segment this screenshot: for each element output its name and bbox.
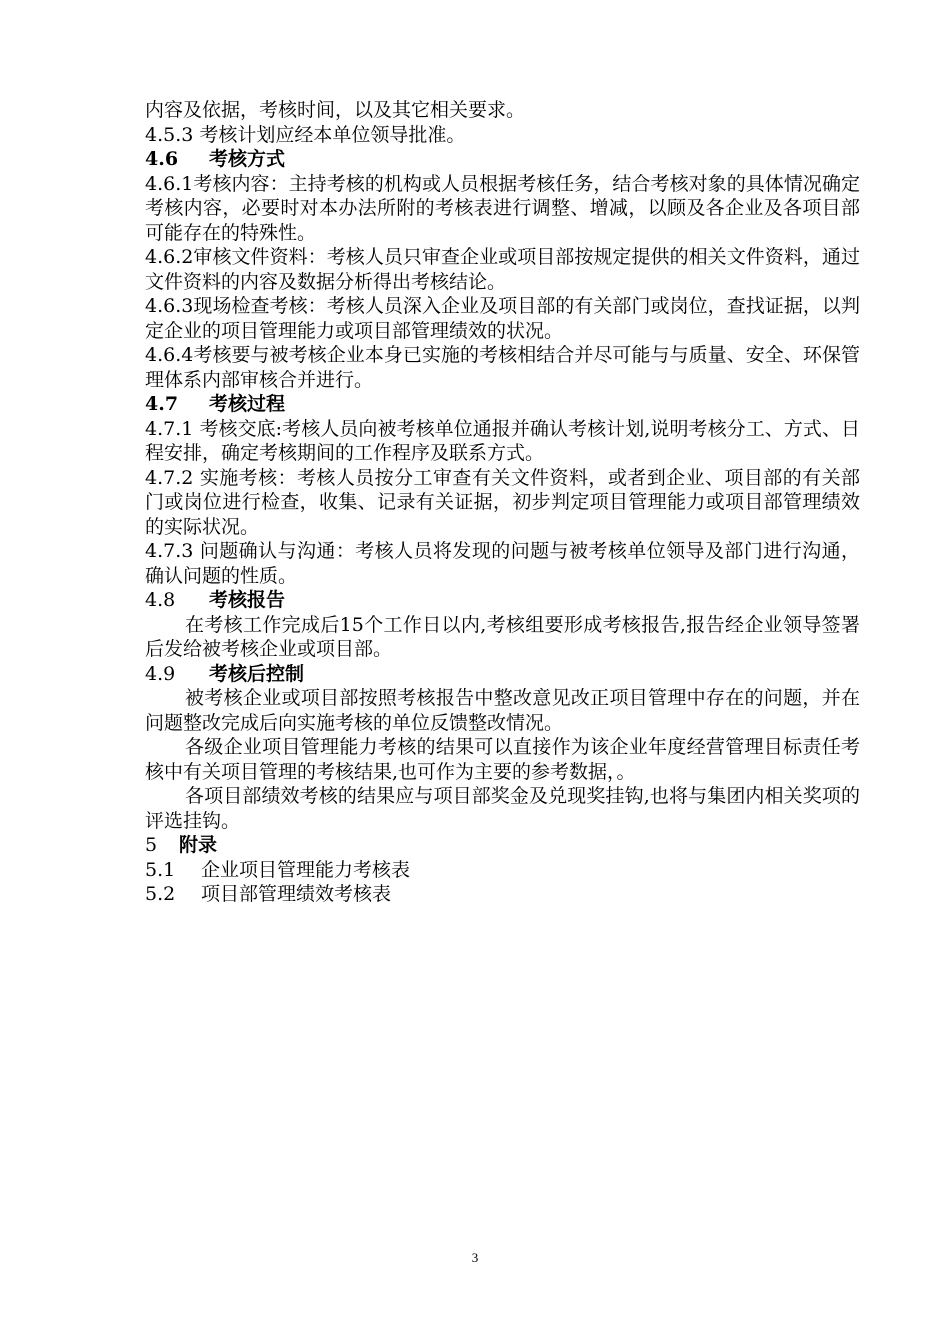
section-number: 4.7 (145, 393, 179, 415)
paragraph-4-9-a: 被考核企业或项目部按照考核报告中整改意见改正项目管理中存在的问题，并在问题整改完成后向实施考核的单位反馈整改情况。 (145, 687, 860, 734)
clause-4-7-3: 4.7.3 问题确认与沟通：考核人员将发现的问题与被考核单位领导及部门进行沟通，确认问题的性质。 (145, 540, 860, 587)
section-title: 考核方式 (209, 148, 286, 170)
section-number: 4.9 (145, 662, 176, 685)
appendix-item-5-2 (145, 882, 860, 907)
appendix-title: 项目部管理绩效考核表 (201, 883, 392, 905)
appendix-number: 5.1 (145, 858, 176, 881)
clause-4-6-1: 4.6.1考核内容：主持考核的机构或人员根据考核任务，结合考核对象的具体情况确定考核内容，必要时对本办法所附的考核表进行调整、增减，以顾及各企业及各项目部可能存在的特殊性。 (145, 172, 860, 244)
section-number: 4.6 (145, 148, 179, 170)
section-heading-5 (145, 833, 860, 858)
appendix-title: 企业项目管理能力考核表 (201, 858, 411, 881)
section-title: 考核后控制 (209, 662, 305, 685)
clause-4-5-3: 4.5.3 考核计划应经本单位领导批准。 (145, 123, 466, 146)
document-body (145, 98, 860, 907)
section-number: 5 (145, 834, 158, 856)
text-line: 内容及依据，考核时间，以及其它相关要求。 (145, 99, 526, 121)
section-heading-4-6 (145, 147, 860, 172)
section-number: 4.8 (145, 589, 176, 611)
section-title: 考核过程 (209, 393, 286, 415)
clause-4-7-2: 4.7.2 实施考核：考核人员按分工审查有关文件资料，或者到企业、项目部的有关部门或岗位进行检查，收集、记录有关证据，初步判定项目管理能力或项目部管理绩效的实际状况。 (145, 466, 860, 538)
paragraph-4-9-c: 各项目部绩效考核的结果应与项目部奖金及兑现奖挂钩,也将与集团内相关奖项的评选挂钩。 (145, 785, 860, 832)
section-title: 考核报告 (209, 589, 286, 611)
section-heading-4-7 (145, 392, 860, 417)
clause-4-6-4: 4.6.4考核要与被考核企业本身已实施的考核相结合并尽可能与与质量、安全、环保管理体系内部审核合并进行。 (145, 344, 860, 391)
section-heading-4-9 (145, 662, 860, 687)
paragraph-4-9-b: 各级企业项目管理能力考核的结果可以直接作为该企业年度经营管理目标责任考核中有关项目管理的考核结果,也可作为主要的参考数据，。 (145, 736, 860, 783)
section-heading-4-8 (145, 588, 860, 613)
clause-4-6-2: 4.6.2审核文件资料：考核人员只审查企业或项目部按规定提供的相关文件资料，通过文件资料的内容及数据分析得出考核结论。 (145, 246, 860, 293)
paragraph-4-8: 在考核工作完成后15个工作日以内,考核组要形成考核报告,报告经企业领导签署后发给被考核企业或项目部。 (145, 613, 860, 660)
clause-4-7-1: 4.7.1 考核交底:考核人员向被考核单位通报并确认考核计划,说明考核分工、方式、日程安排，确定考核期间的工作程序及联系方式。 (145, 417, 860, 464)
appendix-item-5-1 (145, 858, 860, 883)
clause-4-6-3: 4.6.3现场检查考核：考核人员深入企业及项目部的有关部门或岗位，查找证据，以判定企业的项目管理能力或项目部管理绩效的状况。 (145, 295, 860, 342)
page-number: 3 (471, 1250, 479, 1265)
section-title: 附录 (179, 834, 218, 856)
appendix-number: 5.2 (145, 883, 176, 905)
